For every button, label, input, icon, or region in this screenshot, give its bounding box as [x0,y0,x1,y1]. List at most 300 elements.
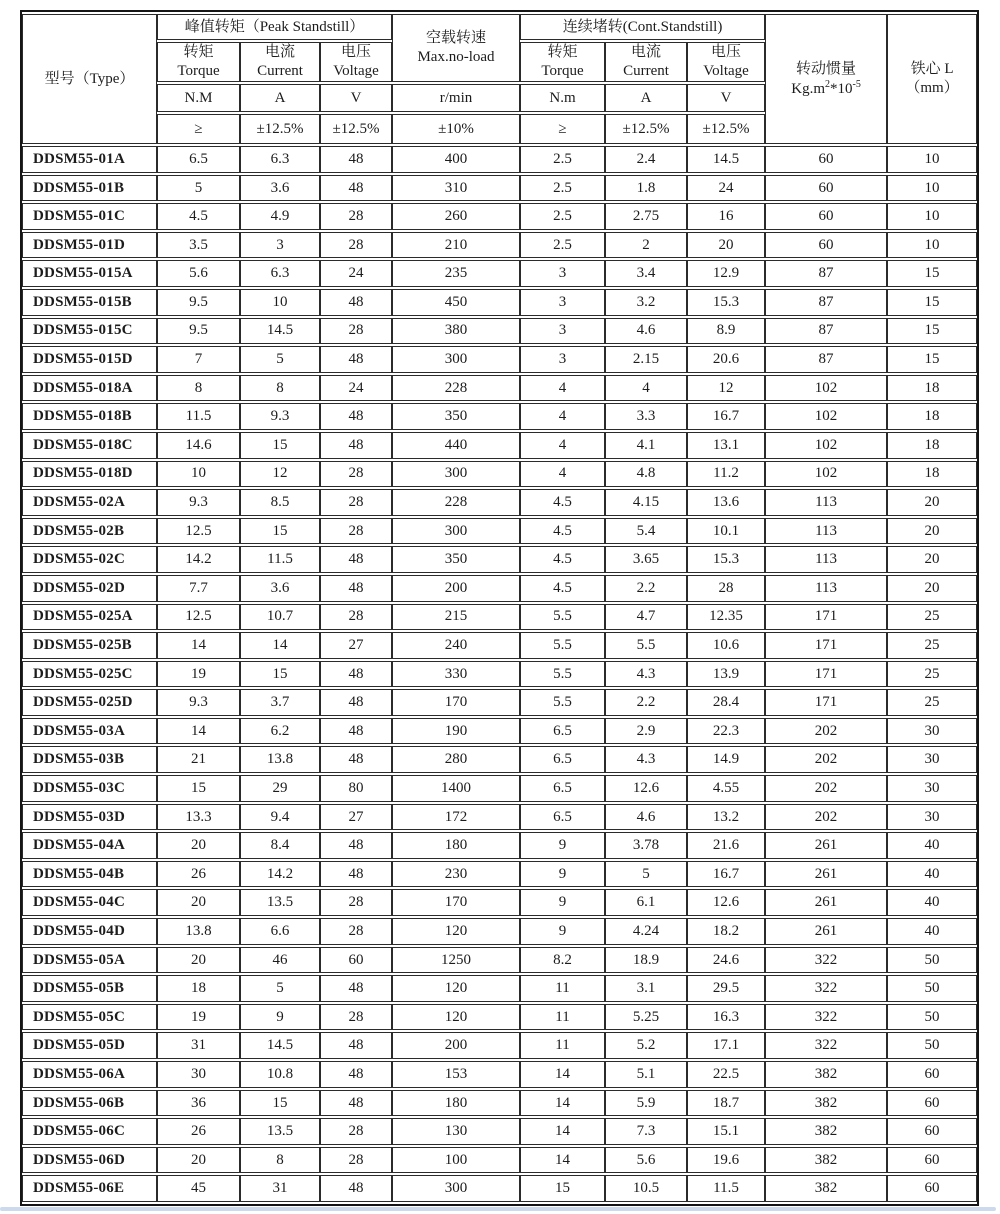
cell-inertia: 87 [765,260,887,287]
cell-core-length: 20 [887,575,977,602]
cell-peak-torque: 5.6 [157,260,240,287]
header-core-length [887,14,977,144]
cell-peak-voltage: 28 [320,518,392,545]
cell-core-length: 18 [887,403,977,430]
cell-max-no-load: 1400 [392,775,520,802]
cell-peak-current: 15 [240,432,320,459]
cell-peak-current: 15 [240,661,320,688]
spec-row [22,289,977,316]
cell-peak-voltage: 48 [320,661,392,688]
cell-max-no-load: 210 [392,232,520,259]
tol-cont-voltage: ±12.5% [687,114,765,144]
cell-max-no-load: 120 [392,975,520,1002]
cell-peak-torque: 14.2 [157,546,240,573]
header-cont-voltage-cn: 电压 [711,44,742,61]
cell-peak-current: 13.8 [240,746,320,773]
cell-cont-voltage: 22.3 [687,718,765,745]
tol-speed: ±10% [392,114,520,144]
cell-type: DDSM55-04D [22,918,157,945]
cell-cont-voltage: 20.6 [687,346,765,373]
cell-type: DDSM55-01D [22,232,157,259]
cell-max-no-load: 380 [392,318,520,345]
spec-row [22,775,977,802]
cell-core-length: 25 [887,689,977,716]
cell-cont-current: 4.1 [605,432,687,459]
cell-cont-voltage: 29.5 [687,975,765,1002]
spec-row [22,260,977,287]
cell-peak-torque: 21 [157,746,240,773]
cell-cont-torque: 6.5 [520,775,605,802]
cell-cont-current: 3.4 [605,260,687,287]
cell-peak-torque: 14 [157,632,240,659]
cell-peak-current: 10 [240,289,320,316]
cell-core-length: 60 [887,1118,977,1145]
cell-cont-current: 7.3 [605,1118,687,1145]
cell-cont-torque: 14 [520,1118,605,1145]
spec-row [22,146,977,173]
cell-peak-torque: 3.5 [157,232,240,259]
cell-peak-current: 5 [240,975,320,1002]
cell-peak-current: 13.5 [240,1118,320,1145]
cell-type: DDSM55-02B [22,518,157,545]
cell-cont-torque: 4 [520,461,605,488]
cell-cont-voltage: 16.7 [687,403,765,430]
cell-peak-voltage: 48 [320,432,392,459]
cell-cont-torque: 5.5 [520,661,605,688]
spec-row [22,375,977,402]
cell-peak-current: 15 [240,1090,320,1117]
spec-table-body [22,146,977,1202]
cell-cont-voltage: 10.6 [687,632,765,659]
cell-max-no-load: 235 [392,260,520,287]
unit-speed: r/min [392,84,520,112]
cell-inertia: 87 [765,318,887,345]
header-core-length-unit: （mm） [905,80,959,96]
cell-type: DDSM55-05B [22,975,157,1002]
cell-cont-torque: 2.5 [520,175,605,202]
cell-peak-torque: 6.5 [157,146,240,173]
spec-row [22,232,977,259]
cell-inertia: 102 [765,461,887,488]
cell-peak-voltage: 48 [320,289,392,316]
spec-row [22,1175,977,1202]
cell-inertia: 382 [765,1175,887,1202]
cell-core-length: 50 [887,1032,977,1059]
spec-row [22,203,977,230]
cell-max-no-load: 350 [392,546,520,573]
cell-cont-current: 12.6 [605,775,687,802]
cell-inertia: 171 [765,661,887,688]
spec-row [22,546,977,573]
cell-core-length: 10 [887,203,977,230]
cell-cont-torque: 15 [520,1175,605,1202]
spec-row [22,518,977,545]
cell-core-length: 25 [887,632,977,659]
header-peak-current-en: Current [257,63,303,79]
spec-row [22,718,977,745]
cell-max-no-load: 170 [392,689,520,716]
cell-peak-current: 9.4 [240,804,320,831]
cell-peak-torque: 45 [157,1175,240,1202]
cell-cont-voltage: 13.2 [687,804,765,831]
cell-max-no-load: 1250 [392,947,520,974]
cell-cont-voltage: 24.6 [687,947,765,974]
header-peak-voltage-cn: 电压 [341,44,372,61]
cell-peak-voltage: 28 [320,489,392,516]
cell-peak-voltage: 48 [320,146,392,173]
cell-peak-voltage: 48 [320,832,392,859]
cell-type: DDSM55-025D [22,689,157,716]
cell-type: DDSM55-03A [22,718,157,745]
cell-core-length: 25 [887,661,977,688]
cell-cont-current: 4.7 [605,604,687,631]
cell-cont-voltage: 12.35 [687,604,765,631]
cell-type: DDSM55-03D [22,804,157,831]
cell-cont-voltage: 13.1 [687,432,765,459]
cell-type: DDSM55-04C [22,889,157,916]
cell-cont-voltage: 22.5 [687,1061,765,1088]
spec-row [22,1147,977,1174]
cell-cont-torque: 14 [520,1090,605,1117]
header-max-no-load-en: Max.no-load [417,49,495,65]
unit-peak-current: A [240,84,320,112]
spec-row [22,1004,977,1031]
cell-cont-current: 4.24 [605,918,687,945]
spec-row [22,832,977,859]
cell-peak-current: 14.5 [240,1032,320,1059]
cell-core-length: 60 [887,1090,977,1117]
cell-peak-torque: 19 [157,1004,240,1031]
cell-cont-current: 2.2 [605,575,687,602]
cell-peak-voltage: 28 [320,461,392,488]
cell-peak-current: 29 [240,775,320,802]
header-peak-current-cn: 电流 [264,44,295,61]
cell-cont-voltage: 12.9 [687,260,765,287]
header-cont-current [605,42,687,82]
cell-peak-torque: 18 [157,975,240,1002]
cell-core-length: 20 [887,489,977,516]
cell-peak-torque: 13.8 [157,918,240,945]
cell-inertia: 322 [765,947,887,974]
cell-cont-torque: 6.5 [520,746,605,773]
cell-peak-current: 46 [240,947,320,974]
cell-inertia: 322 [765,975,887,1002]
cell-peak-voltage: 24 [320,375,392,402]
cell-core-length: 40 [887,861,977,888]
cell-inertia: 202 [765,746,887,773]
cell-cont-torque: 11 [520,1004,605,1031]
cell-max-no-load: 153 [392,1061,520,1088]
cell-cont-voltage: 15.1 [687,1118,765,1145]
spec-row [22,975,977,1002]
cell-peak-torque: 4.5 [157,203,240,230]
cell-peak-torque: 12.5 [157,604,240,631]
cell-type: DDSM55-03B [22,746,157,773]
cell-cont-torque: 8.2 [520,947,605,974]
spec-row [22,1090,977,1117]
cell-peak-current: 9.3 [240,403,320,430]
cell-inertia: 261 [765,889,887,916]
cell-peak-torque: 19 [157,661,240,688]
cell-cont-voltage: 8.9 [687,318,765,345]
cell-inertia: 87 [765,289,887,316]
spec-row [22,1061,977,1088]
cell-core-length: 20 [887,518,977,545]
spec-row [22,346,977,373]
cell-peak-voltage: 48 [320,175,392,202]
header-cont-torque-cn: 转矩 [547,44,578,61]
cell-peak-current: 6.2 [240,718,320,745]
cell-peak-voltage: 28 [320,318,392,345]
cell-max-no-load: 230 [392,861,520,888]
cell-cont-current: 4.8 [605,461,687,488]
cell-cont-current: 3.3 [605,403,687,430]
header-peak-voltage-en: Voltage [333,63,379,79]
cell-cont-voltage: 11.2 [687,461,765,488]
cell-max-no-load: 450 [392,289,520,316]
cell-core-length: 15 [887,346,977,373]
cell-cont-current: 5.25 [605,1004,687,1031]
cell-cont-voltage: 13.9 [687,661,765,688]
cell-cont-torque: 5.5 [520,632,605,659]
unit-cont-torque: N.m [520,84,605,112]
cell-cont-current: 5.6 [605,1147,687,1174]
cell-peak-torque: 9.3 [157,689,240,716]
cell-peak-current: 4.9 [240,203,320,230]
cell-cont-current: 18.9 [605,947,687,974]
tol-cont-current: ±12.5% [605,114,687,144]
header-cont-voltage-en: Voltage [703,63,749,79]
tol-peak-voltage: ±12.5% [320,114,392,144]
cell-max-no-load: 300 [392,1175,520,1202]
header-max-no-load-cn: 空载转速 [426,30,487,47]
cell-inertia: 113 [765,575,887,602]
cell-core-length: 18 [887,461,977,488]
cell-type: DDSM55-04A [22,832,157,859]
cell-peak-current: 10.7 [240,604,320,631]
spec-row [22,604,977,631]
unit-cont-voltage: V [687,84,765,112]
cell-cont-current: 2.2 [605,689,687,716]
cell-cont-torque: 3 [520,318,605,345]
cell-peak-torque: 20 [157,832,240,859]
cell-max-no-load: 400 [392,146,520,173]
cell-peak-torque: 20 [157,947,240,974]
cell-type: DDSM55-025A [22,604,157,631]
cell-cont-torque: 14 [520,1061,605,1088]
cell-peak-voltage: 28 [320,232,392,259]
cell-cont-current: 6.1 [605,889,687,916]
cell-peak-torque: 9.5 [157,318,240,345]
cell-peak-current: 3.7 [240,689,320,716]
cell-core-length: 60 [887,1175,977,1202]
cell-cont-voltage: 19.6 [687,1147,765,1174]
cell-cont-torque: 4 [520,403,605,430]
cell-max-no-load: 172 [392,804,520,831]
cell-cont-voltage: 13.6 [687,489,765,516]
cell-peak-voltage: 27 [320,804,392,831]
cell-peak-voltage: 48 [320,575,392,602]
cell-type: DDSM55-01A [22,146,157,173]
cell-core-length: 15 [887,318,977,345]
header-peak-standstill-group: 峰值转矩（Peak Standstill） [157,14,392,40]
cell-cont-current: 1.8 [605,175,687,202]
cell-cont-torque: 9 [520,889,605,916]
cell-peak-voltage: 48 [320,1061,392,1088]
cell-peak-voltage: 28 [320,1147,392,1174]
spec-row [22,918,977,945]
cell-peak-torque: 26 [157,1118,240,1145]
spec-row [22,175,977,202]
cell-core-length: 18 [887,375,977,402]
cell-peak-current: 31 [240,1175,320,1202]
cell-cont-voltage: 11.5 [687,1175,765,1202]
page-bottom-divider [0,1207,996,1211]
spec-row [22,403,977,430]
cell-inertia: 382 [765,1090,887,1117]
unit-peak-torque: N.M [157,84,240,112]
cell-cont-voltage: 24 [687,175,765,202]
cell-cont-torque: 5.5 [520,604,605,631]
cell-cont-torque: 6.5 [520,718,605,745]
cell-type: DDSM55-025C [22,661,157,688]
cell-peak-torque: 7.7 [157,575,240,602]
cell-core-length: 15 [887,289,977,316]
cell-peak-torque: 20 [157,1147,240,1174]
cell-peak-voltage: 48 [320,403,392,430]
cell-cont-torque: 4.5 [520,546,605,573]
cell-peak-torque: 15 [157,775,240,802]
cell-max-no-load: 100 [392,1147,520,1174]
cell-cont-voltage: 28 [687,575,765,602]
header-peak-torque-cn: 转矩 [183,44,214,61]
cell-type: DDSM55-06C [22,1118,157,1145]
cell-peak-current: 14.2 [240,861,320,888]
cell-peak-voltage: 28 [320,889,392,916]
cell-inertia: 113 [765,546,887,573]
cell-type: DDSM55-03C [22,775,157,802]
header-peak-torque [157,42,240,82]
cell-type: DDSM55-05C [22,1004,157,1031]
spec-row [22,461,977,488]
cell-cont-torque: 2.5 [520,146,605,173]
cell-peak-current: 3 [240,232,320,259]
cell-cont-current: 5.5 [605,632,687,659]
cell-cont-current: 4.15 [605,489,687,516]
cell-cont-torque: 2.5 [520,203,605,230]
cell-inertia: 202 [765,775,887,802]
cell-cont-current: 2 [605,232,687,259]
cell-peak-voltage: 28 [320,1004,392,1031]
header-rotor-inertia-unit: $Kg.m^2*10^{-5}$ [791,78,861,97]
cell-peak-torque: 30 [157,1061,240,1088]
cell-cont-torque: 4 [520,375,605,402]
cell-core-length: 25 [887,604,977,631]
cell-cont-current: 5.4 [605,518,687,545]
cell-cont-voltage: 16 [687,203,765,230]
cell-cont-voltage: 14.5 [687,146,765,173]
spec-row [22,1032,977,1059]
cell-peak-current: 3.6 [240,575,320,602]
cell-cont-voltage: 12 [687,375,765,402]
cell-core-length: 10 [887,175,977,202]
cell-core-length: 30 [887,746,977,773]
cell-max-no-load: 170 [392,889,520,916]
cell-cont-current: 10.5 [605,1175,687,1202]
cell-peak-torque: 20 [157,889,240,916]
header-cont-voltage [687,42,765,82]
header-max-no-load [392,14,520,82]
spec-row [22,432,977,459]
cell-peak-voltage: 48 [320,861,392,888]
cell-type: DDSM55-01C [22,203,157,230]
cell-core-length: 20 [887,546,977,573]
cell-cont-voltage: 14.9 [687,746,765,773]
spec-row [22,947,977,974]
cell-type: DDSM55-018A [22,375,157,402]
cell-cont-torque: 3 [520,260,605,287]
cell-cont-voltage: 28.4 [687,689,765,716]
cell-type: DDSM55-015B [22,289,157,316]
cell-inertia: 261 [765,832,887,859]
cell-peak-voltage: 48 [320,746,392,773]
cell-peak-voltage: 80 [320,775,392,802]
cell-max-no-load: 180 [392,1090,520,1117]
cell-peak-current: 11.5 [240,546,320,573]
header-cont-standstill-group: 连续堵转(Cont.Standstill) [520,14,765,40]
cell-cont-current: 4.6 [605,318,687,345]
cell-cont-current: 3.1 [605,975,687,1002]
cell-type: DDSM55-02D [22,575,157,602]
cell-peak-torque: 26 [157,861,240,888]
header-peak-torque-en: Torque [177,63,220,79]
header-cont-current-cn: 电流 [631,44,662,61]
cell-peak-current: 14 [240,632,320,659]
cell-inertia: 382 [765,1061,887,1088]
cell-core-length: 18 [887,432,977,459]
cell-peak-torque: 10 [157,461,240,488]
cell-cont-torque: 4 [520,432,605,459]
header-peak-current [240,42,320,82]
cell-inertia: 102 [765,432,887,459]
cell-cont-voltage: 16.3 [687,1004,765,1031]
cell-max-no-load: 215 [392,604,520,631]
cell-cont-voltage: 17.1 [687,1032,765,1059]
header-core-length-cn: 铁心 L [910,61,954,78]
cell-type: DDSM55-06A [22,1061,157,1088]
cell-cont-current: 5.1 [605,1061,687,1088]
cell-cont-current: 5 [605,861,687,888]
spec-row [22,318,977,345]
cell-inertia: 322 [765,1032,887,1059]
cell-inertia: 171 [765,689,887,716]
cell-cont-torque: 14 [520,1147,605,1174]
cell-inertia: 60 [765,175,887,202]
cell-peak-torque: 36 [157,1090,240,1117]
cell-inertia: 202 [765,718,887,745]
cell-cont-current: 5.2 [605,1032,687,1059]
cell-peak-voltage: 48 [320,975,392,1002]
cell-core-length: 30 [887,718,977,745]
spec-row [22,632,977,659]
cell-cont-current: 4 [605,375,687,402]
cell-type: DDSM55-06E [22,1175,157,1202]
cell-peak-current: 8 [240,375,320,402]
cell-type: DDSM55-05D [22,1032,157,1059]
spec-row [22,489,977,516]
cell-max-no-load: 200 [392,575,520,602]
cell-cont-voltage: 18.7 [687,1090,765,1117]
